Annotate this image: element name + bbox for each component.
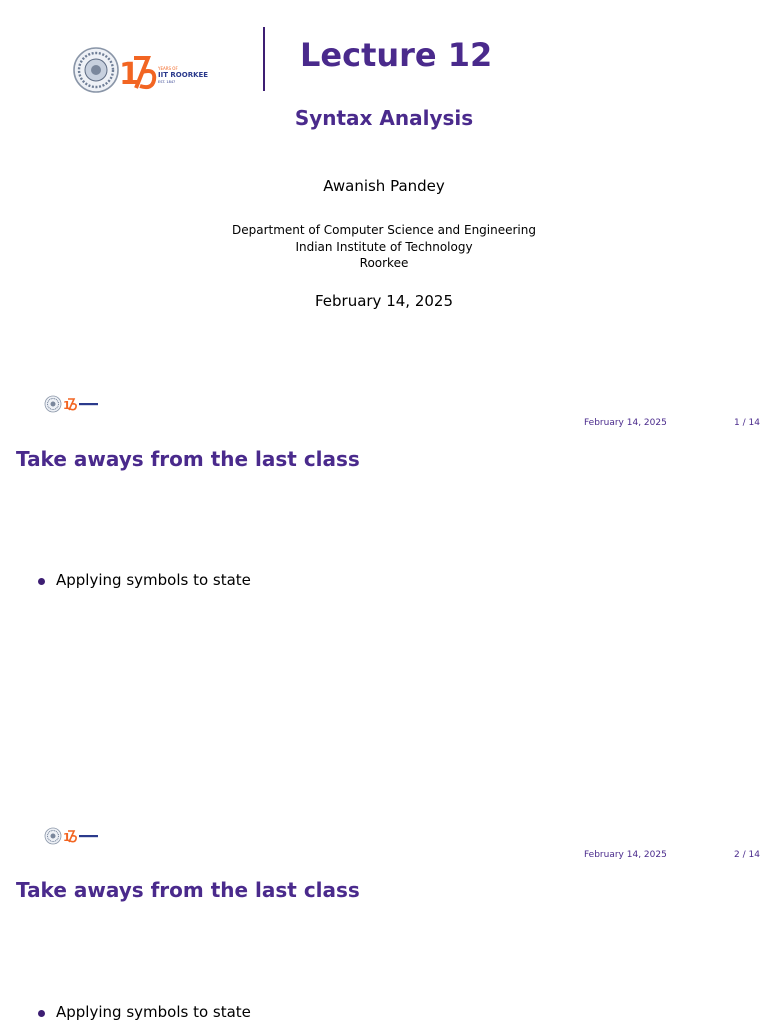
iit-roorkee-logo-icon	[70, 44, 210, 96]
bullet-icon	[38, 1010, 45, 1017]
svg-text:IIT ROORKEE: IIT ROORKEE	[158, 71, 209, 79]
title-divider	[263, 27, 265, 91]
page-number: 1 / 14	[734, 418, 760, 428]
footer-date: February 14, 2025	[584, 418, 667, 428]
content-slide	[0, 432, 768, 864]
page-number: 2 / 14	[734, 850, 760, 860]
bullet-item	[36, 570, 251, 590]
bullet-icon	[38, 578, 45, 585]
svg-text:1: 1	[63, 399, 71, 412]
footer-logo-icon	[44, 826, 102, 846]
bullet-text: Applying symbols to state	[56, 1003, 251, 1021]
footer-logo-icon	[44, 394, 102, 414]
footer-date: February 14, 2025	[584, 850, 667, 860]
lecture-date: February 14, 2025	[314, 292, 454, 310]
svg-text:1: 1	[119, 57, 140, 92]
frame-title: Take aways from the last class	[16, 878, 360, 902]
lecture-title: Lecture 12	[300, 36, 493, 74]
bullet-text: Applying symbols to state	[56, 571, 251, 589]
author-name: Awanish Pandey	[323, 177, 445, 195]
svg-text:YEARS OF: YEARS OF	[158, 66, 178, 71]
institute-line-institute: Indian Institute of Technology	[295, 239, 473, 254]
content-slide	[0, 864, 768, 1024]
institute-line-city: Roorkee	[359, 256, 409, 270]
institute-line-department: Department of Computer Science and Engineering	[231, 223, 536, 237]
lecture-subtitle: Syntax Analysis	[294, 106, 474, 130]
bullet-item	[36, 1002, 251, 1022]
institute-block	[0, 222, 768, 272]
svg-text:1: 1	[63, 831, 71, 844]
bullet-list	[36, 1002, 251, 1022]
frame-title: Take aways from the last class	[16, 447, 360, 471]
title-slide	[0, 0, 768, 432]
bullet-list	[36, 570, 251, 590]
svg-text:EST. 1847: EST. 1847	[158, 80, 176, 84]
